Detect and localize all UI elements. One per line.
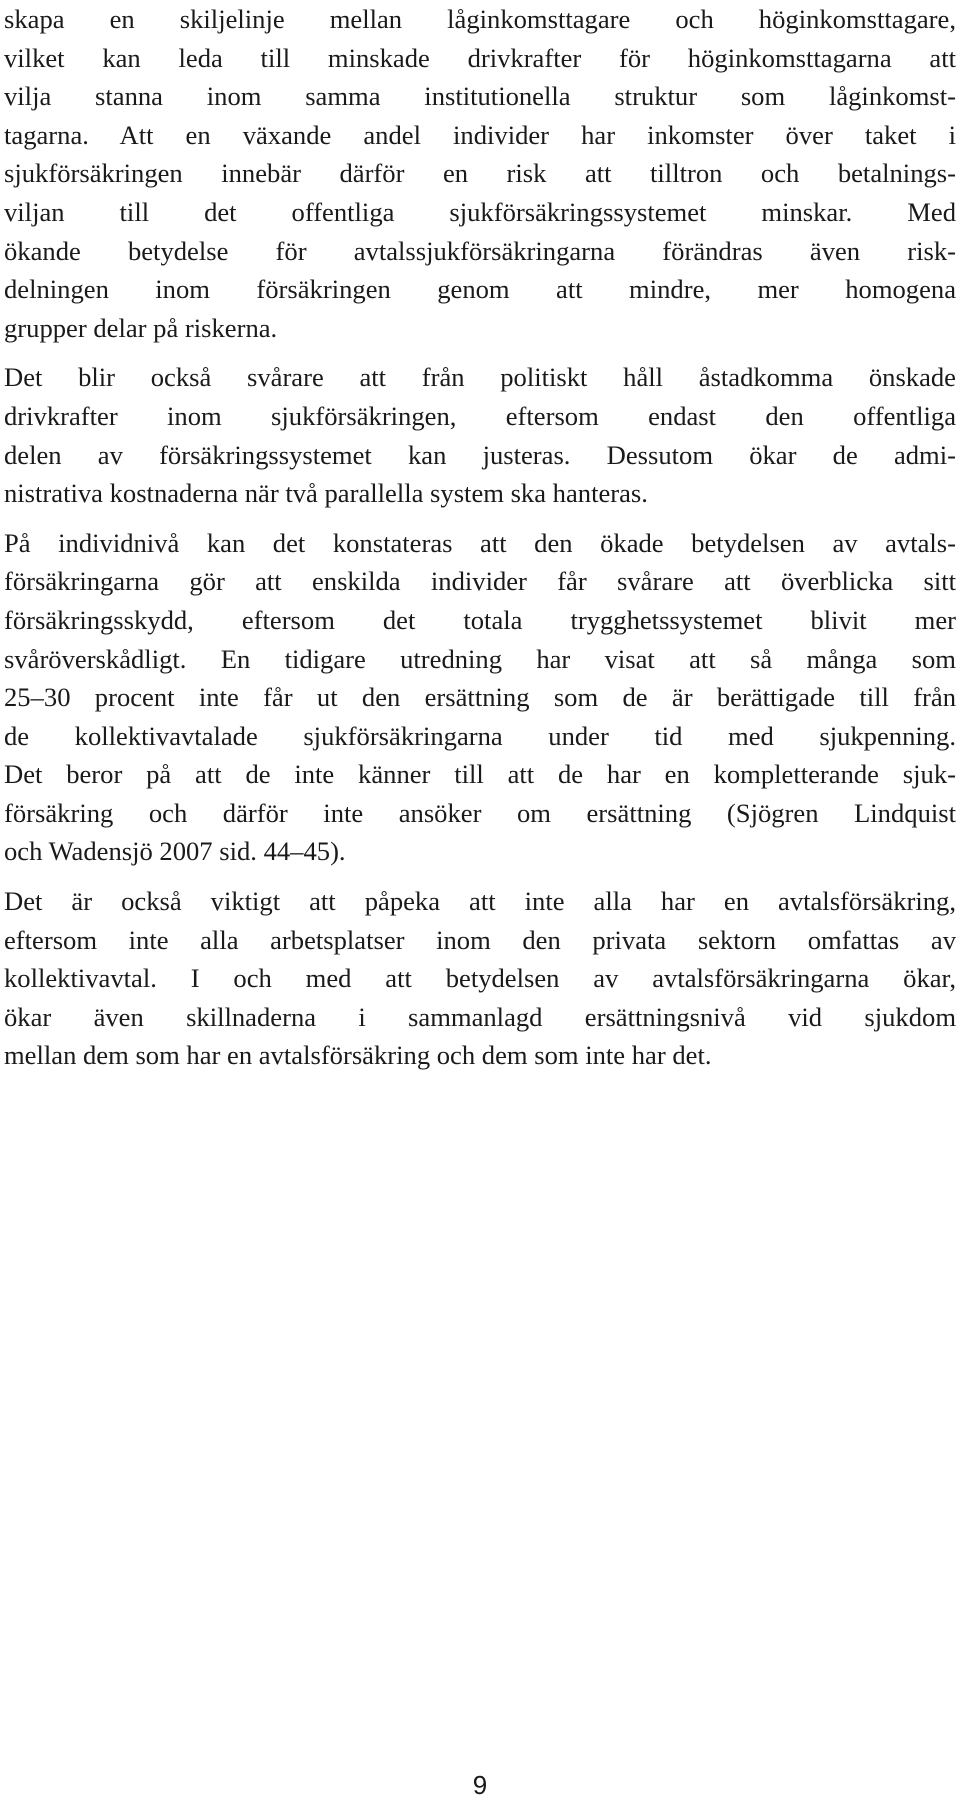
text-line: ökar även skillnaderna i sammanlagd ersättningsnivå vid sjukdom bbox=[4, 1001, 956, 1032]
text-line: Det är också viktigt att påpeka att inte alla har en avtalsförsäkring, bbox=[4, 886, 956, 917]
paragraph-3 bbox=[4, 524, 956, 871]
text-line: försäkring och därför inte ansöker om ersättning (Sjögren Lindquist bbox=[4, 797, 956, 828]
paragraph-2 bbox=[4, 358, 956, 512]
text-line: viljan till det offentliga sjukförsäkringssystemet minskar. Med bbox=[4, 196, 956, 227]
paragraph-4 bbox=[4, 882, 956, 1075]
text-line: svåröverskådligt. En tidigare utredning har visat att så många som bbox=[4, 643, 956, 674]
text-line: och Wadensjö 2007 sid. 44–45). bbox=[4, 836, 346, 867]
text-line: sjukförsäkringen innebär därför en risk att tilltron och betalnings- bbox=[4, 158, 956, 189]
text-line: tagarna. Att en växande andel individer har inkomster över taket i bbox=[4, 119, 956, 150]
text-line: skapa en skiljelinje mellan låginkomsttagare och höginkomsttagare, bbox=[4, 4, 956, 34]
text-line: vilket kan leda till minskade drivkrafter för höginkomsttagarna att bbox=[4, 42, 956, 73]
text-line: grupper delar på riskerna. bbox=[4, 312, 278, 343]
text-line: delningen inom försäkringen genom att mindre, mer homogena bbox=[4, 274, 956, 305]
text-line: Det blir också svårare att från politiskt håll åstadkomma önskade bbox=[4, 362, 956, 393]
text-line: drivkrafter inom sjukförsäkringen, eftersom endast den offentliga bbox=[4, 400, 956, 431]
text-line: de kollektivavtalade sjukförsäkringarna under tid med sjukpenning. bbox=[4, 720, 956, 751]
text-line: eftersom inte alla arbetsplatser inom den privata sektorn omfattas av bbox=[4, 924, 956, 955]
text-line: Det beror på att de inte känner till att de har en kompletterande sjuk- bbox=[4, 759, 956, 790]
text-line: nistrativa kostnaderna när två parallella system ska hanteras. bbox=[4, 478, 648, 509]
paragraph-1 bbox=[4, 0, 956, 347]
text-line: vilja stanna inom samma institutionella struktur som låginkomst- bbox=[4, 81, 956, 112]
text-line: På individnivå kan det konstateras att den ökade betydelsen av avtals- bbox=[4, 527, 956, 558]
text-line: ökande betydelse för avtalssjukförsäkringarna förändras även risk- bbox=[4, 235, 956, 266]
text-line: mellan dem som har en avtalsförsäkring och dem som inte har det. bbox=[4, 1040, 712, 1071]
text-line: 25–30 procent inte får ut den ersättning som de är berättigade till från bbox=[4, 682, 956, 713]
text-line: försäkringsskydd, eftersom det totala trygghetssystemet blivit mer bbox=[4, 604, 956, 635]
text-line: försäkringarna gör att enskilda individer får svårare att överblicka sitt bbox=[4, 566, 956, 597]
page-number: 9 bbox=[472, 1770, 488, 1800]
text-line: kollektivavtal. I och med att betydelsen av avtalsförsäkringarna ökar, bbox=[4, 963, 956, 994]
text-line: delen av försäkringssystemet kan justeras. Dessutom ökar de admi- bbox=[4, 439, 956, 470]
body-text bbox=[4, 0, 956, 1075]
